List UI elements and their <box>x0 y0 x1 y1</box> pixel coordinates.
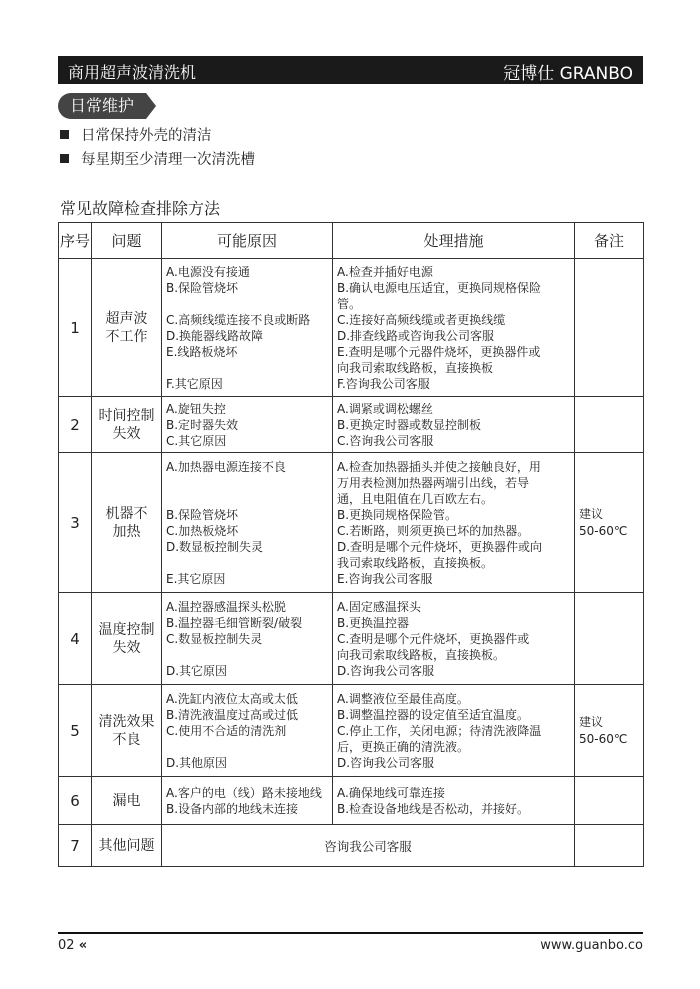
cell-line: B.更换同规格保险管。 <box>337 507 458 522</box>
issue-cell <box>92 397 162 453</box>
section-title: 日常维护 <box>58 93 146 119</box>
spacer <box>166 475 328 491</box>
action-cell <box>333 593 575 685</box>
product-name: 商用超声波清洗机 <box>68 63 197 82</box>
cell-line: E.线路板烧坏 <box>166 344 238 359</box>
cell-line: C.使用不合适的清洗剂 <box>166 723 287 738</box>
cell-line: E.其它原因 <box>166 571 226 586</box>
cell-line: 漏电 <box>112 792 141 809</box>
row-number: 2 <box>59 397 92 453</box>
cell-line: A.检查加热器插头并使之接触良好，用 <box>337 459 541 474</box>
cell-line: D.查明是哪个元件烧坏，更换器件或向 <box>337 539 543 554</box>
cell-line: B.设备内部的地线未连接 <box>166 801 299 816</box>
remark-cell <box>575 593 644 685</box>
cell-line: C.若断路，则须更换已坏的加热器。 <box>337 523 530 538</box>
action-cell <box>333 685 575 777</box>
cell-line: B.调整温控器的设定值至适宜温度。 <box>337 707 530 722</box>
issue-cell: 其他问题 <box>92 825 162 867</box>
cell-line: D.换能器线路故障 <box>166 328 264 343</box>
row-number: 3 <box>59 453 92 593</box>
table-row <box>59 593 644 685</box>
cell-line: B.更换温控器 <box>337 615 410 630</box>
action-cell <box>333 259 575 397</box>
cell-line: 超声波 <box>105 310 148 327</box>
cell-line: 建议 <box>579 506 604 521</box>
header-cell: 问题 <box>92 223 162 259</box>
remark-cell <box>575 685 644 777</box>
cell-line: C.查明是哪个元件烧坏，更换器件或 <box>337 631 530 646</box>
list-item: 每星期至少清理一次清洗槽 <box>60 148 255 172</box>
cell-line: 向我司索取线路板，直接换板。 <box>337 647 506 662</box>
cell-line: F.其它原因 <box>166 376 223 391</box>
action-cell <box>333 397 575 453</box>
cause-cell <box>162 777 333 825</box>
cause-cell <box>162 453 333 593</box>
cell-line: C.连接好高频线缆或者更换线缆 <box>337 312 506 327</box>
cell-line: A.检查并插好电源 <box>337 264 433 279</box>
square-bullet-icon <box>60 130 69 139</box>
cell-line: D.其他原因 <box>166 755 228 770</box>
table-row <box>59 825 644 867</box>
remark-cell <box>575 777 644 825</box>
remark-cell <box>575 259 644 397</box>
issue-cell <box>92 453 162 593</box>
cell-line: A.洗缸内液位太高或太低 <box>166 691 298 706</box>
spacer <box>166 555 328 571</box>
cell-line: A.电源没有接通 <box>166 264 250 279</box>
cell-line: B.保险管烧坏 <box>166 507 239 522</box>
cause-cell <box>162 397 333 453</box>
cell-line: 清洗效果 <box>98 713 155 730</box>
cell-line: D.咨询我公司客服 <box>337 755 435 770</box>
row-number: 6 <box>59 777 92 825</box>
row-number: 4 <box>59 593 92 685</box>
cell-line: F.咨询我公司客服 <box>337 376 430 391</box>
table-title: 常见故障检查排除方法 <box>60 199 221 218</box>
cell-line: 50-60℃ <box>579 731 628 746</box>
cell-line: A.调整液位至最佳高度。 <box>337 691 469 706</box>
row-number: 7 <box>59 825 92 867</box>
cell-line: 不工作 <box>105 328 148 345</box>
cell-line: 后，更换正确的清洗液。 <box>337 739 470 754</box>
cause-cell <box>162 685 333 777</box>
cell-line: 温度控制 <box>98 621 155 638</box>
cell-line: D.咨询我公司客服 <box>337 663 435 678</box>
cell-line: 万用表检测加热器两端引出线，若导 <box>337 475 530 490</box>
cell-line: A.温控器感温探头松脱 <box>166 599 286 614</box>
spacer <box>166 739 328 755</box>
cell-line: C.数显板控制失灵 <box>166 631 263 646</box>
page-number: 02 « <box>58 938 88 953</box>
cell-line: E.咨询我公司客服 <box>337 571 433 586</box>
row-number: 5 <box>59 685 92 777</box>
cell-line: B.保险管烧坏 <box>166 280 239 295</box>
cell-line: D.排查线路或咨询我公司客服 <box>337 328 495 343</box>
cell-line: B.更换定时器或数显控制板 <box>337 417 482 432</box>
cell-line: 加热 <box>112 523 141 540</box>
table-row <box>59 685 644 777</box>
spacer <box>166 491 328 507</box>
row-number: 1 <box>59 259 92 397</box>
issue-cell <box>92 685 162 777</box>
cell-line: C.加热板烧坏 <box>166 523 239 538</box>
table-row <box>59 453 644 593</box>
cell-line: B.清洗液温度过高或过低 <box>166 707 299 722</box>
cell-line: 失效 <box>112 639 141 656</box>
cell-line: C.停止工作，关闭电源；待清洗液降温 <box>337 723 542 738</box>
cell-line: B.确认电源电压适宜，更换同规格保险 <box>337 280 542 295</box>
spacer <box>166 360 328 376</box>
table-row <box>59 397 644 453</box>
square-bullet-icon <box>60 154 69 163</box>
cell-line: 通，且电阻值在几百欧左右。 <box>337 491 494 506</box>
issue-cell <box>92 593 162 685</box>
header-cell: 备注 <box>575 223 644 259</box>
issue-cell <box>92 259 162 397</box>
cell-line: B.温控器毛细管断裂/破裂 <box>166 615 303 630</box>
cell-line: A.确保地线可靠连接 <box>337 785 445 800</box>
table-header-row <box>59 223 644 259</box>
cell-line: A.旋钮失控 <box>166 401 226 416</box>
cell-line: 失效 <box>112 425 141 442</box>
spacer <box>166 296 328 312</box>
header-cell: 可能原因 <box>162 223 333 259</box>
table-row <box>59 259 644 397</box>
cell-line: 50-60℃ <box>579 523 628 538</box>
merged-note-cell: 咨询我公司客服 <box>162 825 575 867</box>
header-cell: 序号 <box>59 223 92 259</box>
action-cell <box>333 777 575 825</box>
troubleshooting-table <box>58 222 644 867</box>
spacer <box>166 647 328 663</box>
table-row <box>59 777 644 825</box>
cell-line: A.调紧或调松螺丝 <box>337 401 433 416</box>
cell-line: A.加热器电源连接不良 <box>166 459 286 474</box>
cell-line: C.其它原因 <box>166 433 227 448</box>
header-cell: 处理措施 <box>333 223 575 259</box>
cell-line: E.查明是哪个元器件烧坏，更换器件或 <box>337 344 541 359</box>
cell-line: 机器不 <box>105 505 148 522</box>
maintenance-list <box>60 124 255 172</box>
remark-cell <box>575 453 644 593</box>
cell-line: 管。 <box>337 296 362 311</box>
cell-line: 建议 <box>579 714 604 729</box>
issue-cell <box>92 777 162 825</box>
cell-line: 向我司索取线路板，直接换板 <box>337 360 494 375</box>
remark-cell <box>575 825 644 867</box>
double-chevron-left-icon: « <box>78 938 88 953</box>
cell-line: A.固定感温探头 <box>337 599 421 614</box>
cell-line: 我司索取线路板，直接换板。 <box>337 555 494 570</box>
cell-line: D.其它原因 <box>166 663 228 678</box>
cell-line: B.检查设备地线是否松动，并接好。 <box>337 801 530 816</box>
action-cell <box>333 453 575 593</box>
remark-cell <box>575 397 644 453</box>
cell-line: D.数显板控制失灵 <box>166 539 264 554</box>
cell-line: 时间控制 <box>98 407 155 424</box>
cell-line: C.高频线缆连接不良或断路 <box>166 312 311 327</box>
cause-cell <box>162 259 333 397</box>
cause-cell <box>162 593 333 685</box>
cell-line: B.定时器失效 <box>166 417 239 432</box>
website-url: www.guanbo.co <box>540 938 643 953</box>
cell-line: A.客户的电（线）路未接地线 <box>166 785 322 800</box>
header-bar <box>58 56 643 84</box>
brand-name: 冠博仕 GRANBO <box>503 64 633 84</box>
cell-line: 不良 <box>112 731 141 748</box>
list-item: 日常保持外壳的清洁 <box>60 124 255 148</box>
cell-line: C.咨询我公司客服 <box>337 433 434 448</box>
footer-divider <box>58 932 643 934</box>
